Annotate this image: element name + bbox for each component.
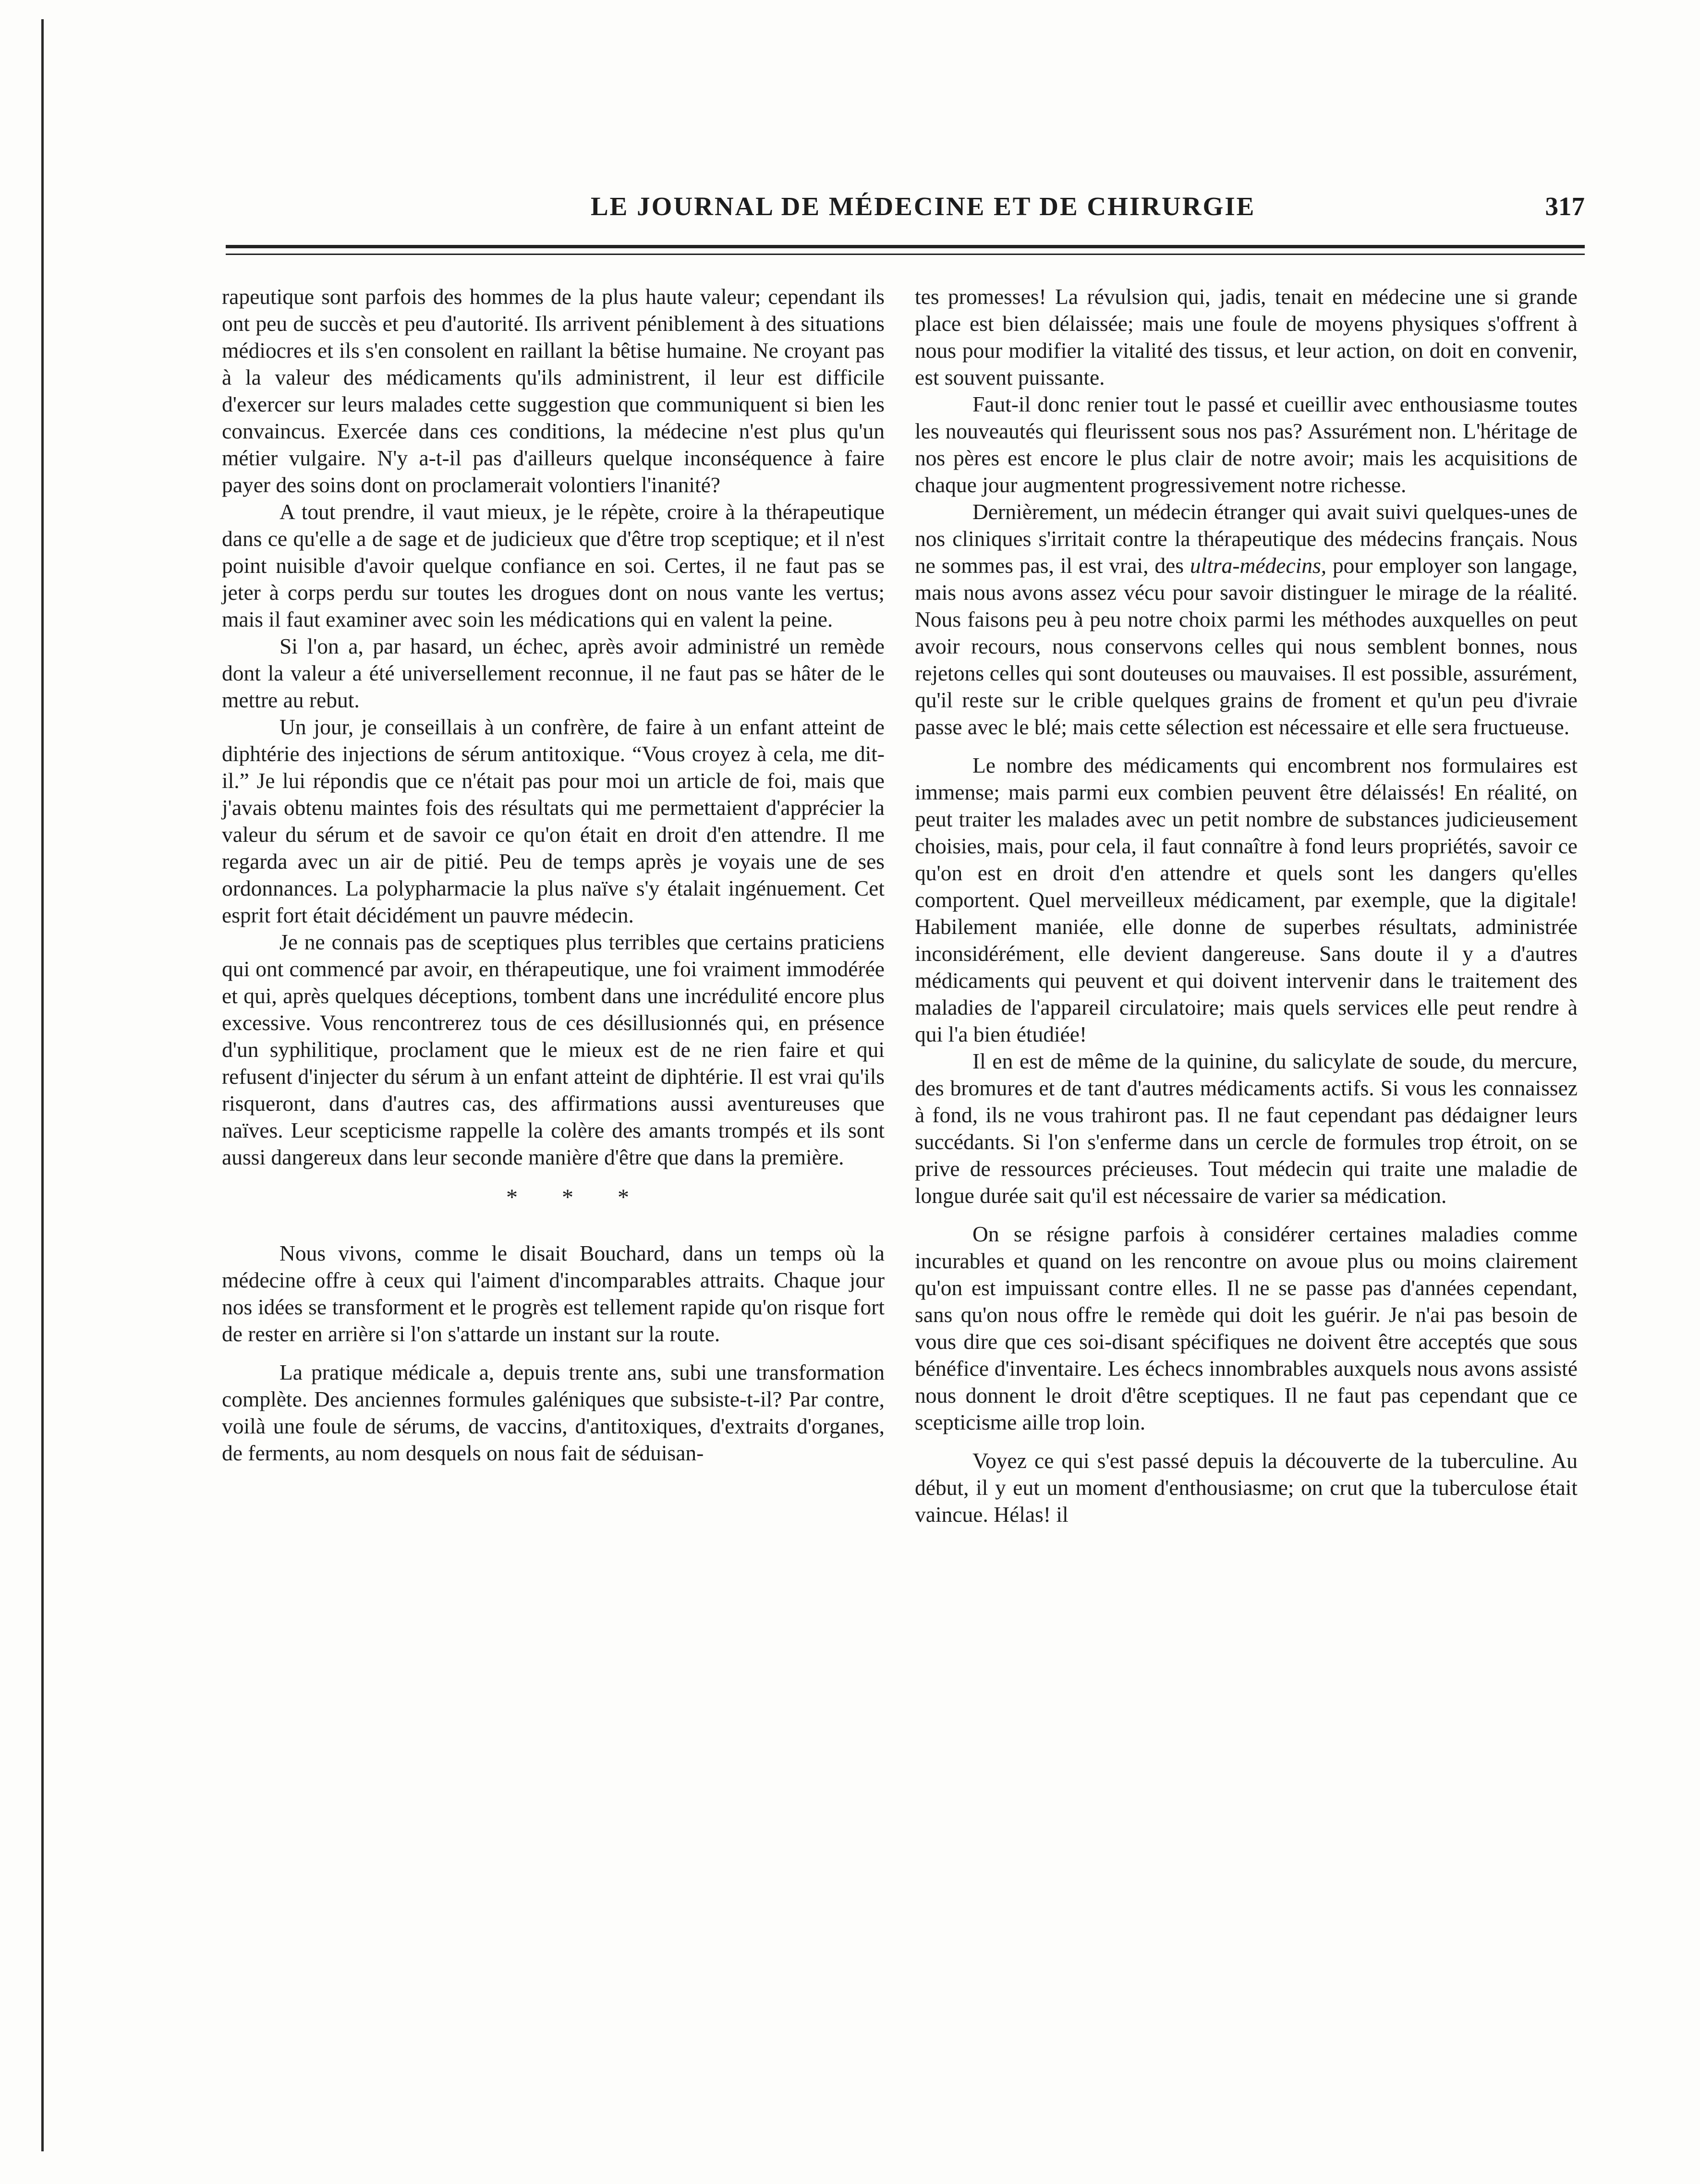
paragraph: Je ne connais pas de sceptiques plus terribles que certains praticiens qui ont commencé par avoir, en thérapeutique, une foi vraiment immodérée et qui, après quelques déceptions, tombent dans une incrédulité encore plus excessive. Vous rencontrerez tous de ces désillusionnés qui, en présence d'un syphilitique, proclament que le mieux est de ne rien faire et qui refusent d'injecter du sérum à un enfant atteint de diphtérie. Il est vrai qu'ils risqueront, dans d'autres cas, des affirmations aussi aventureuses que naïves. Leur scepticisme rappelle la colère des amants trompés et ils sont aussi dangereux dans leur seconde manière d'être que dans la première. bbox=[222, 930, 885, 1169]
paragraph: A tout prendre, il vaut mieux, je le répète, croire à la thérapeutique dans ce qu'elle a de sage et de judicieux que d'être trop sceptique; et il n'est point nuisible d'avoir quelque confiance en soi. Certes, il ne faut pas se jeter à corps perdu sur toutes les drogues dont on nous vante les vertus; mais il faut examiner avec soin les médications qui en valent la peine. bbox=[222, 499, 885, 631]
paragraph: Il en est de même de la quinine, du salicylate de soude, du mercure, des bromures et de tant d'autres médicaments actifs. Si vous les connaissez à fond, ils ne vous trahiront pas. Il ne faut cependant pas dédaigner leurs succédants. Si l'on s'enferme dans un cercle de formules trop étroit, on se prive de ressources précieuses. Tout médecin qui traite une maladie de longue durée sait qu'il est nécessaire de varier sa médication. bbox=[915, 1049, 1578, 1208]
page-number: 317 bbox=[1545, 192, 1585, 221]
page-header bbox=[226, 182, 1585, 235]
running-title: LE JOURNAL DE MÉDECINE ET DE CHIRURGIE bbox=[591, 192, 1256, 221]
left-column bbox=[222, 283, 885, 1467]
paragraph: Faut-il donc renier tout le passé et cueillir avec enthousiasme toutes les nouveautés qui fleurissent sous nos pas? Assurément non. L'héritage de nos pères est encore le plus clair de notre avoir; mais les acquisitions de chaque jour augmentent progressivement notre richesse. bbox=[915, 392, 1578, 497]
left-margin-rule bbox=[41, 19, 44, 2151]
paragraph: Le nombre des médicaments qui encombrent nos formulaires est immense; mais parmi eux combien peuvent être délaissés! En réalité, on peut traiter les malades avec un petit nombre de substances judicieusement choisies, mais, pour cela, il faut connaître à fond leurs propriétés, savoir ce qu'on est en droit d'en attendre et quels sont les dangers qu'elles comportent. Quel merveilleux médicament, par exemple, que la digitale! Habilement maniée, elle donne de superbes résultats, administrée inconsidérément, elle devient dangereuse. Sans doute il y a d'autres médicaments qui peuvent et qui doivent intervenir dans le traitement des maladies de l'appareil circulatoire; mais quels services elle peut rendre à qui l'a bien étudiée! bbox=[915, 753, 1578, 1046]
paragraph: tes promesses! La révulsion qui, jadis, tenait en médecine une si grande place est bien délaissée; mais une foule de moyens physiques s'offrent à nous pour modifier la vitalité des tissus, et leur action, on doit en convenir, est souvent puissante. bbox=[915, 284, 1578, 389]
header-rule bbox=[226, 245, 1585, 248]
paragraph: On se résigne parfois à considérer certaines maladies comme incurables et quand on les rencontre on avoue plus ou moins clairement qu'on est impuissant contre elles. Il ne se passe pas d'années cependant, sans qu'on nous offre le remède qui doit les guérir. Je n'ai pas besoin de vous dire que ces soi-disant spécifiques ne doivent être acceptés que sous bénéfice d'inventaire. Les échecs innombrables auxquels nous avons assisté nous donnent le droit d'être sceptiques. Il ne faut pas cependant que ce scepticisme aille trop loin. bbox=[915, 1222, 1578, 1434]
header-rule-thin bbox=[226, 254, 1585, 255]
paragraph: Voyez ce qui s'est passé depuis la découverte de la tuberculine. Au début, il y eut un moment d'enthousiasme; on crut que la tuberculose était vaincue. Hélas! il bbox=[915, 1448, 1578, 1527]
paragraph: Si l'on a, par hasard, un échec, après avoir administré un remède dont la valeur a été universellement reconnue, il ne faut pas se hâter de le mettre au rebut. bbox=[222, 634, 885, 712]
paragraph: Nous vivons, comme le disait Bouchard, dans un temps où la médecine offre à ceux qui l'aiment d'incomparables attraits. Chaque jour nos idées se transforment et le progrès est tellement rapide qu'on risque fort de rester en arrière si l'on s'attarde un instant sur la route. bbox=[222, 1241, 885, 1346]
paragraph: rapeutique sont parfois des hommes de la plus haute valeur; cependant ils ont peu de succès et peu d'autorité. Ils arrivent péniblement à des situations médiocres et ils s'en consolent en raillant la bêtise humaine. Ne croyant pas à la valeur des médicaments qu'ils administrent, il leur est difficile d'exercer sur leurs malades cette suggestion que communiquent si bien les convaincus. Exercée dans ces conditions, la médecine n'est plus qu'un métier vulgaire. N'y a-t-il pas d'ailleurs quelque inconséquence à faire payer des soins dont on proclamerait volontiers l'inanité? bbox=[222, 284, 885, 497]
text-run: Dernièrement, un médecin étranger qui avait suivi quelques-unes de nos cliniques s'irritait contre la thérapeutique des médecins français. Nous ne sommes pas, il est vrai, des bbox=[915, 499, 1578, 578]
paragraph-with-italic bbox=[915, 498, 1578, 740]
paragraph: La pratique médicale a, depuis trente ans, subi une transformation complète. Des anciennes formules galéniques que subsiste-t-il? Par contre, voilà une foule de sérums, de vaccins, d'antitoxiques, d'extraits d'organes, de ferments, au nom desquels on nous fait de séduisan- bbox=[222, 1360, 885, 1465]
right-column bbox=[915, 283, 1578, 1528]
italic-term: ultra-médecins, bbox=[1190, 553, 1327, 578]
paragraph: Un jour, je conseillais à un confrère, de faire à un enfant atteint de diphtérie des injections de sérum antitoxique. “Vous croyez à cela, me dit-il.” Je lui répondis que ce n'était pas pour moi un article de foi, mais que j'avais obtenu maintes fois des résultats qui me permettaient d'apprécier la valeur du sérum et de savoir ce qu'on était en droit d'en attendre. Il me regarda avec un air de pitié. Peu de temps après je voyais une de ses ordonnances. La polypharmacie la plus naïve s'y étalait ingénuement. Cet esprit fort était décidément un pauvre médecin. bbox=[222, 715, 885, 927]
section-separator: * * * bbox=[506, 1185, 648, 1210]
text-run: pour employer son langage, mais nous avons assez vécu pour savoir distinguer le mirage de la réalité. Nous faisons peu à peu notre choix parmi les méthodes auxquelles on peut avoir recours, nous conservons celles qui nous semblent bonnes, nous rejetons celles qui sont douteuses ou mauvaises. Il est possible, assurément, qu'il reste sur le crible quelques grains de froment et qu'un peu d'ivraie passe avec le blé; mais cette sélection est nécessaire et elle sera fructueuse. bbox=[915, 553, 1578, 739]
